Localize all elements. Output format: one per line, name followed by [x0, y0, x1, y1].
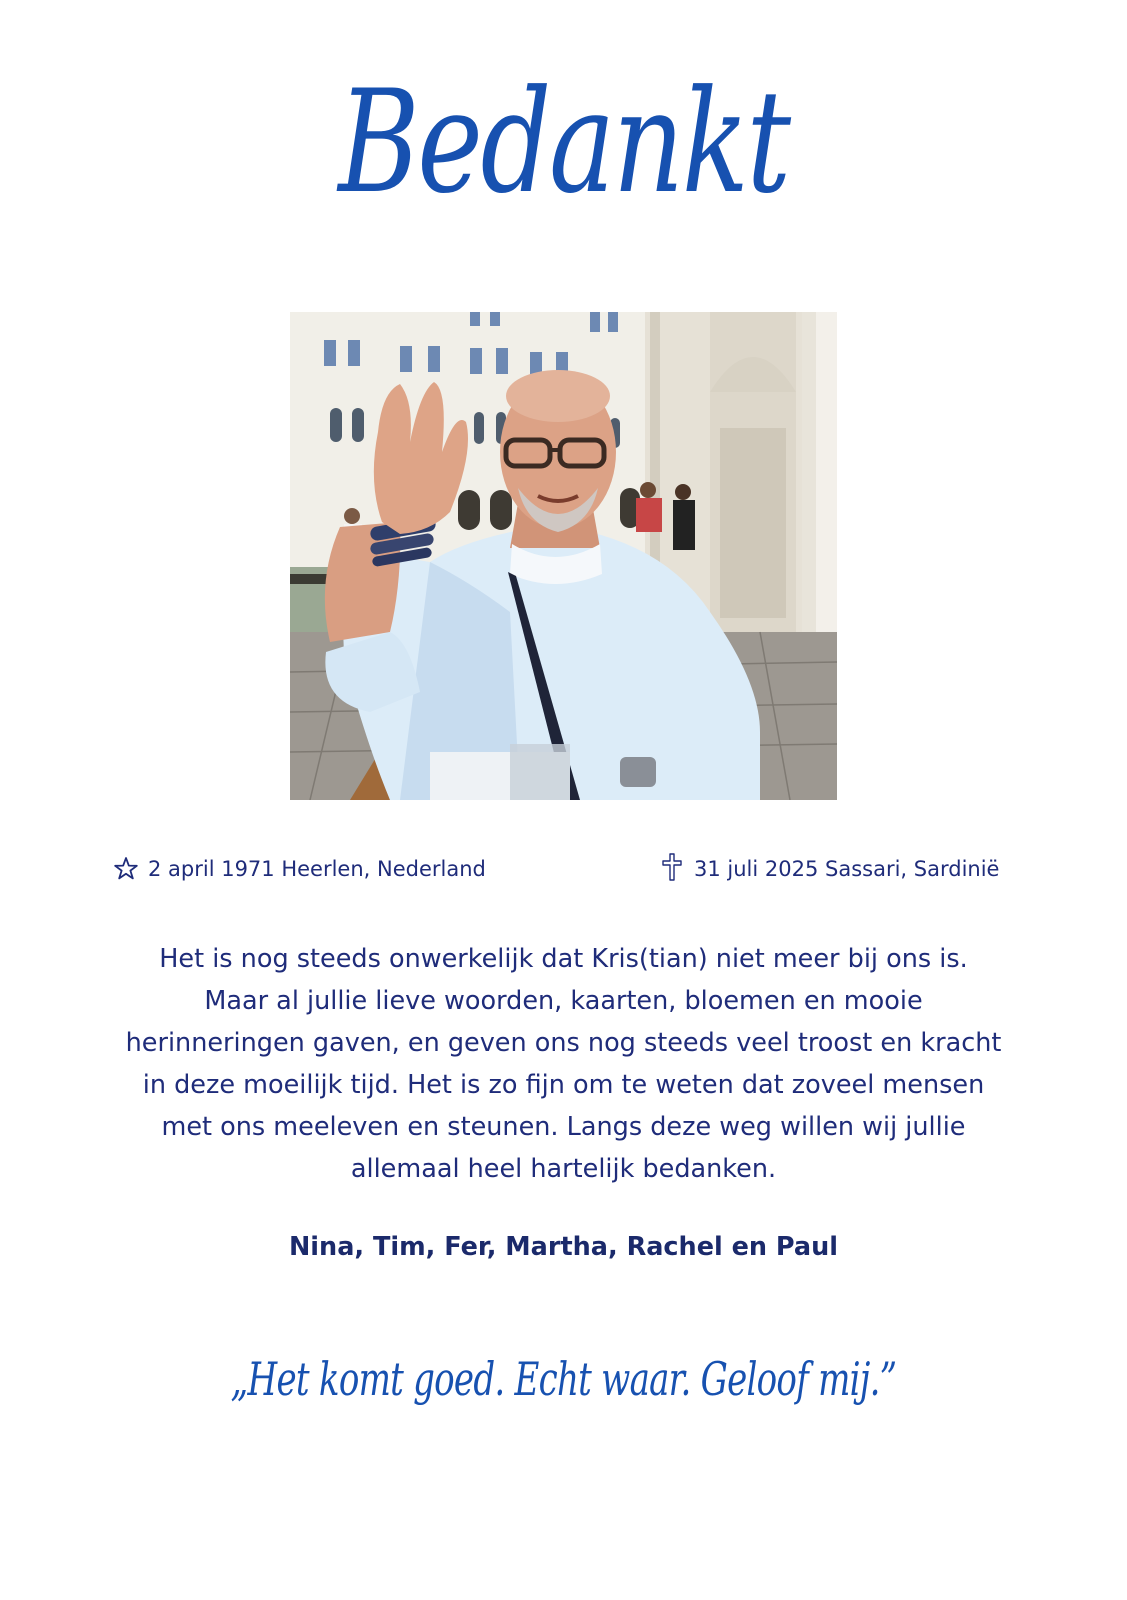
message-line: allemaal heel hartelijk bedanken. — [350, 1154, 777, 1184]
star-icon — [114, 856, 138, 882]
thank-you-message — [100, 938, 1027, 1190]
birth-text: 2 april 1971 Heerlen, Nederland — [148, 857, 486, 881]
message-line: Maar al jullie lieve woorden, kaarten, bloemen en mooie — [204, 986, 923, 1016]
dates-row — [0, 856, 1127, 892]
message-line: Het is nog steeds onwerkelijk dat Kris(tian) niet meer bij ons is. — [159, 944, 968, 974]
cross-icon — [660, 856, 684, 882]
card-title: Bedankt — [338, 60, 789, 225]
family-signatures: Nina, Tim, Fer, Martha, Rachel en Paul — [288, 1232, 839, 1262]
closing-quote: „Het komt goed. Echt waar. Geloof mij.” — [230, 1352, 897, 1406]
message-line: met ons meeleven en steunen. Langs deze weg willen wij jullie — [161, 1112, 966, 1142]
birth-date — [114, 856, 486, 882]
message-line: herinneringen gaven, en geven ons nog steeds veel troost en kracht — [125, 1028, 1002, 1058]
death-date — [660, 856, 999, 882]
message-line: in deze moeilijk tijd. Het is zo fijn om te weten dat zoveel mensen — [142, 1070, 985, 1100]
memorial-photo — [290, 312, 837, 800]
death-text: 31 juli 2025 Sassari, Sardinië — [694, 857, 1000, 881]
